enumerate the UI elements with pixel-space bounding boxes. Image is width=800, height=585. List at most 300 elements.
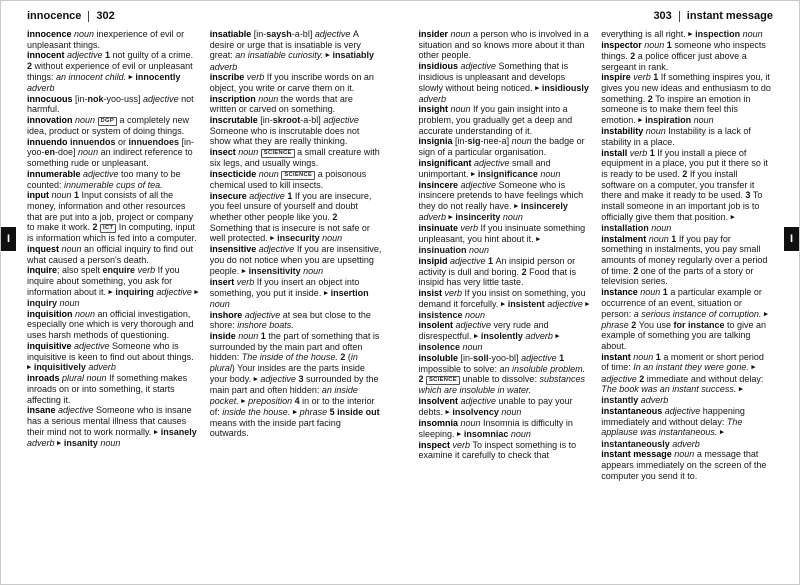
definition-text: not harmful. <box>27 93 194 115</box>
part-of-speech: noun <box>643 126 669 137</box>
entry-install <box>601 148 773 234</box>
headword: instant <box>601 351 631 362</box>
bold-text: insinuation <box>418 245 469 256</box>
part-of-speech: noun <box>72 308 98 319</box>
entry-inside <box>210 331 382 439</box>
headword: innovation <box>27 115 73 126</box>
sense-arrow-icon: ▶ <box>241 397 246 404</box>
headword: inspect <box>418 439 451 450</box>
headword: inspire <box>601 72 631 83</box>
entry-inscrutable <box>210 115 382 147</box>
part-of-speech: noun <box>646 233 672 244</box>
part-of-speech: adjective <box>256 244 297 255</box>
part-of-speech: adjective <box>521 352 560 363</box>
bold-text: 2 <box>521 266 530 277</box>
part-of-speech: noun <box>235 147 261 158</box>
sense-arrow-icon: ▶ <box>514 203 519 210</box>
example-text: In an instant they were gone. <box>633 362 752 373</box>
definition-text: small and unimportant. <box>418 157 551 179</box>
definition-text: If something inspires you, it gives you new ideas and enthusiasm to do something. <box>601 72 771 104</box>
headword: insignificant <box>418 157 472 168</box>
part-of-speech: adjective <box>156 286 195 297</box>
entry-insider <box>419 29 591 61</box>
definition-text: [in- <box>257 115 273 126</box>
entry-inspect-continued <box>601 29 773 40</box>
part-of-speech: verb <box>458 223 481 234</box>
part-of-speech: adjective <box>80 168 122 179</box>
entry-insane <box>27 405 199 449</box>
sense-arrow-icon: ▶ <box>27 364 32 371</box>
definition-text: an official investigation, especially one which is very thorough and uses harsh methods of questioning. <box>27 308 194 341</box>
bold-text: 2 <box>92 222 101 233</box>
sense-arrow-icon: ▶ <box>448 214 453 221</box>
headword: insidious <box>418 61 459 72</box>
sense-arrow-icon: ▶ <box>751 364 756 371</box>
sense-arrow-icon: ▶ <box>585 301 590 308</box>
entry-insomnia <box>419 418 591 440</box>
bold-text: saysh <box>266 29 292 39</box>
headword: insomnia <box>418 417 459 428</box>
headword: innumerable <box>27 168 81 179</box>
bold-text: enquire <box>102 265 138 276</box>
entry-inscribe <box>210 72 382 93</box>
bold-text: sig <box>467 136 481 147</box>
part-of-speech: noun <box>511 136 535 147</box>
definition-text: unable to dissolve: <box>459 374 540 385</box>
entry-innumerable <box>27 169 199 190</box>
part-of-speech: adjective <box>662 406 703 417</box>
part-of-speech: noun <box>462 342 483 353</box>
definition-text: or <box>118 136 129 147</box>
definition-text: -yoo-uss] <box>103 93 144 104</box>
definition-text: ) Your insides are the parts inside your body. <box>209 363 365 384</box>
sense-arrow-icon: ▶ <box>555 333 560 340</box>
part-of-speech: adjective <box>458 61 499 72</box>
entry-instalment <box>601 234 773 288</box>
part-of-speech: noun <box>501 406 522 417</box>
entry-instant <box>601 352 773 406</box>
headword: insist <box>418 287 443 298</box>
entry-inspect <box>419 440 591 461</box>
sense-arrow-icon: ▶ <box>763 310 769 317</box>
entry-insatiable <box>210 29 382 72</box>
definition-text: in or to the interior of: <box>209 395 375 417</box>
headword: insincere <box>418 179 459 190</box>
headword: insensitive <box>209 244 257 255</box>
headword: insert <box>209 276 235 287</box>
bold-text: 1 <box>671 233 679 244</box>
bold-text: 1 <box>649 147 658 158</box>
part-of-speech: noun <box>510 428 531 439</box>
definition-text: very rude and disrespectful. <box>418 320 549 342</box>
headword: inroads <box>27 373 60 384</box>
definition-text: [in- <box>251 29 267 39</box>
definition-text: If you gain insight into a problem, you gradually get a deep and accurate understanding of it. <box>418 104 573 136</box>
bold-text: innuendoes <box>128 136 180 147</box>
definition-text: To inspire an emotion in someone is to make them feel this emotion. <box>601 93 751 126</box>
headword: innocence <box>27 29 72 39</box>
sense-arrow-icon: ▶ <box>57 440 62 447</box>
bold-text: insincerely <box>518 201 568 212</box>
guideword-right: instant message <box>686 10 773 22</box>
headword: insoluble <box>418 352 459 363</box>
sense-arrow-icon: ▶ <box>128 74 133 81</box>
part-of-speech: adjective <box>323 115 359 126</box>
example-text: an innocent child. <box>56 71 129 82</box>
entry-insecure <box>210 191 382 245</box>
definition-text: Someone who is inscrutable does not show what they are really thinking. <box>209 125 360 147</box>
definition-text: If you inquire about something, you ask for information about it. <box>27 265 180 297</box>
bold-text: insidiously <box>539 82 589 93</box>
entry-insignia <box>419 136 591 157</box>
headword: insatiable <box>209 29 252 39</box>
sense-arrow-icon: ▶ <box>445 409 450 416</box>
definition-text: [in- <box>72 93 88 104</box>
entry-inquisitive <box>27 341 199 374</box>
sense-arrow-icon: ▶ <box>325 52 330 59</box>
page-header <box>27 10 773 22</box>
bold-text: 2 <box>27 61 35 72</box>
bold-text: 2 <box>633 265 641 276</box>
bold-text: insistent <box>505 298 548 309</box>
definition-text: a person who is involved in a situation and so knows more about it than other people. <box>418 29 589 61</box>
part-of-speech: noun <box>256 168 282 179</box>
entry-instance <box>601 287 773 352</box>
entry-insolvent <box>419 396 591 418</box>
example-text: The book was an instant success. <box>601 384 739 395</box>
definition-text: Food that is insipid has very little taste. <box>418 266 577 288</box>
definition-text: To install someone in an important job is to officially give them that position. <box>601 190 763 222</box>
definition-text: at sea but close to the shore: <box>209 309 371 331</box>
entry-instability <box>601 126 773 147</box>
headword: insecure <box>209 190 247 201</box>
headword: inshore <box>209 309 243 320</box>
definition-text: to give an example of something you are talking about. <box>601 319 767 352</box>
part-of-speech: adjective <box>458 396 499 407</box>
example-text: The applause was instantaneous. <box>601 416 743 438</box>
headword: insecticide <box>209 168 257 179</box>
definition-text: too many to be counted: <box>27 168 181 190</box>
header-right-guideword <box>653 10 773 22</box>
headword: instantaneous <box>601 406 663 417</box>
example-text: an inside pocket. <box>209 384 358 406</box>
definition-text: [in-yoo- <box>27 136 195 158</box>
definition-text: If you insist on something, you demand it forcefully. <box>418 287 586 309</box>
entry-insolent <box>419 320 591 353</box>
bold-text: insolently <box>478 331 526 342</box>
headword: innocuous <box>27 93 73 104</box>
definition-text: Instability is a lack of stability in a place. <box>601 126 751 147</box>
definition-text: one of the parts of a story or television series. <box>601 265 754 287</box>
bold-text: 1 <box>655 351 664 362</box>
part-of-speech: preposition <box>245 395 295 406</box>
headword: insane <box>27 405 56 416</box>
sense-arrow-icon: ▶ <box>323 290 329 297</box>
sense-arrow-icon: ▶ <box>153 429 159 436</box>
part-of-speech: noun <box>209 298 230 309</box>
headword: inscrutable <box>209 115 258 126</box>
entry-insert <box>210 277 382 310</box>
headword: insipid <box>418 255 448 266</box>
sense-arrow-icon: ▶ <box>194 289 199 296</box>
bold-text: 2 <box>647 93 656 104</box>
bold-text: 1 <box>653 72 661 83</box>
entry-innocuous <box>27 94 199 115</box>
definition-text: If you insert an object into something, you put it inside. <box>209 276 360 298</box>
entry-insensitive <box>210 244 382 277</box>
headword: innocent <box>27 50 65 61</box>
definition-text: If you are insensitive, you do not notice when you are upsetting people. <box>209 244 382 276</box>
bold-text: insistence <box>418 309 466 320</box>
headword: insignia <box>418 136 453 147</box>
part-of-speech: noun <box>651 222 672 233</box>
sense-arrow-icon: ▶ <box>474 333 479 340</box>
bold-text: en <box>44 147 56 158</box>
part-of-speech: noun <box>448 104 474 115</box>
bold-text: innuendos <box>67 136 118 147</box>
entry-inquire <box>27 265 199 308</box>
example-text: a serious instance of corruption. <box>633 308 764 319</box>
entry-inspector <box>601 40 773 72</box>
sense-arrow-icon: ▶ <box>457 430 462 437</box>
definition-text: impossible to solve: <box>418 363 500 374</box>
headword: input <box>27 190 49 201</box>
thumb-tab-letter: I <box>789 233 794 245</box>
definition-text: You use <box>638 319 674 330</box>
example-text: innumerable cups of tea. <box>64 179 163 190</box>
sense-arrow-icon: ▶ <box>719 429 725 436</box>
subject-label: DGP <box>98 117 117 126</box>
sense-arrow-icon: ▶ <box>270 235 275 242</box>
part-of-speech: noun <box>322 233 343 244</box>
example-text: an insoluble problem. <box>499 363 586 374</box>
definition-text: Insomnia is difficulty in sleeping. <box>418 417 573 439</box>
entry-insecticide <box>210 169 382 191</box>
entry-instantaneous <box>601 406 773 449</box>
bold-text: 2 <box>631 319 639 330</box>
bold-text: inquisitively <box>31 362 89 373</box>
part-of-speech: verb <box>442 287 465 298</box>
part-of-speech: adverb <box>418 93 447 104</box>
entry-insinuate <box>419 223 591 256</box>
bold-text: 2 <box>682 168 690 179</box>
part-of-speech: noun <box>255 93 281 104</box>
headword: insect <box>209 147 236 158</box>
example-text: inshore boats. <box>237 320 294 331</box>
sense-arrow-icon: ▶ <box>500 301 506 308</box>
bold-text: inspection <box>692 29 743 39</box>
part-of-speech: adjective <box>242 309 283 320</box>
part-of-speech: adjective <box>458 179 499 190</box>
bold-text: soll <box>473 352 489 363</box>
sense-arrow-icon: ▶ <box>688 31 693 38</box>
sense-arrow-icon: ▶ <box>292 409 298 416</box>
definition-text: a police officer just above a sergeant in rank. <box>601 50 747 72</box>
bold-text: 3 <box>745 190 753 201</box>
bold-text: 2 <box>418 374 427 385</box>
bold-text: insatiably <box>329 50 374 61</box>
part-of-speech: verb <box>234 276 257 287</box>
definition-text: -doe] <box>55 147 79 158</box>
definition-text: Something that is insidious is unpleasant and develops slowly without being noticed. <box>418 61 569 93</box>
entry-columns <box>27 29 773 570</box>
bold-text: innocently <box>132 71 181 82</box>
bold-text: insertion <box>328 287 369 298</box>
bold-text: 1 <box>488 255 496 266</box>
part-of-speech: verb <box>630 72 654 83</box>
bold-text: insanely <box>158 426 197 437</box>
bold-text: instantly <box>601 395 641 406</box>
part-of-speech: adjective <box>143 93 182 104</box>
definition-text: happening immediately and without delay: <box>601 406 745 427</box>
headword: inquisitive <box>27 340 72 351</box>
headword: insolvent <box>418 396 459 407</box>
definition-text: [in- <box>458 352 474 363</box>
part-of-speech: adverb <box>27 82 55 93</box>
bold-text: instantaneously <box>601 438 673 449</box>
definition-text: If you install a piece of equipment in a place, you put it there so it is ready to be used. <box>601 147 768 179</box>
part-of-speech: adjective <box>64 50 106 61</box>
subject-label: SCIENCE <box>426 376 460 385</box>
entry-insect <box>210 147 382 169</box>
bold-text: inquiring <box>112 286 157 297</box>
dictionary-column-3 <box>419 29 591 570</box>
entry-insight <box>419 104 591 136</box>
headword: insider <box>418 29 449 39</box>
part-of-speech: adverb <box>640 395 669 406</box>
sense-arrow-icon: ▶ <box>108 289 113 296</box>
bold-text: 1 <box>662 287 671 298</box>
part-of-speech: noun <box>502 212 523 223</box>
example-text: inside the house. <box>222 406 293 417</box>
header-separator <box>679 11 680 22</box>
headword: inquire <box>27 265 58 276</box>
part-of-speech: adverb <box>27 437 58 448</box>
bold-text: insensitivity <box>246 265 304 276</box>
part-of-speech: noun <box>693 115 714 126</box>
headword: inside <box>209 330 236 341</box>
part-of-speech: adjective <box>314 29 353 39</box>
header-separator <box>88 11 89 22</box>
example-text: The inside of the house. <box>241 352 341 363</box>
part-of-speech: phrase <box>601 319 632 330</box>
definition-text: the part of something that is surrounded by the main part and often hidden: <box>209 330 380 363</box>
dictionary-column-1 <box>27 29 199 570</box>
dictionary-column-4 <box>601 29 773 570</box>
headword: insinuate <box>418 223 459 234</box>
definition-text: -a-bl] <box>291 29 315 39</box>
definition-text: surrounded by the main part and often hidden: <box>209 373 379 395</box>
part-of-speech: adjective <box>55 405 97 416</box>
definition-text: A desire or urge that is insatiable is very great: <box>209 29 361 61</box>
headword: insolent <box>418 320 454 331</box>
definition-text: the words that are written or carved on something. <box>209 93 353 115</box>
definition-text: means with the inside part facing outwards. <box>209 417 341 439</box>
definition-text: everything is all right. <box>601 29 689 39</box>
bold-text: insecurity <box>274 233 323 244</box>
definition-text: Someone who is inquisitive is keen to find out about things. <box>27 340 194 362</box>
part-of-speech: noun <box>49 190 75 201</box>
part-of-speech: adjective <box>547 298 586 309</box>
definition-text: the badge or sign of a particular organisation. <box>418 136 585 158</box>
headword: inquisition <box>27 308 73 319</box>
bold-text: 1 <box>666 40 675 51</box>
bold-text: 2 <box>630 50 638 61</box>
part-of-speech: noun <box>59 244 85 255</box>
bold-text: 1 <box>559 352 565 363</box>
thumb-tab-right <box>784 227 799 251</box>
definition-text: an official inquiry to find out what caused a person's death. <box>27 244 193 265</box>
headword: instability <box>601 126 644 137</box>
part-of-speech: adjective <box>601 373 640 384</box>
part-of-speech: noun <box>671 449 697 460</box>
entry-inroads <box>27 373 199 405</box>
example-text: an insatiable curiosity. <box>235 50 326 61</box>
definition-text: Input consists of all the money, information and other resources that are put into a job, project or company to make it work. <box>27 190 194 233</box>
definition-text: a moment or short period of time: <box>601 351 764 373</box>
definition-text: not guilty of a crime. <box>112 50 194 61</box>
part-of-speech: adjective <box>471 157 513 168</box>
part-of-speech: adverb <box>672 438 700 449</box>
thumb-tab-left <box>1 227 16 251</box>
sense-arrow-icon: ▶ <box>638 117 643 124</box>
headword: inscription <box>209 93 256 104</box>
definition-text: If something makes inroads on or into something, it starts affecting it. <box>27 373 188 405</box>
entry-innuendo <box>27 137 199 169</box>
definition-text: a completely new idea, product or system of doing things. <box>27 115 190 137</box>
entry-insidious <box>419 61 591 104</box>
part-of-speech: noun <box>100 437 121 448</box>
definition-text: an indirect reference to something rude or unpleasant. <box>27 147 193 169</box>
part-of-speech: noun <box>630 351 656 362</box>
part-of-speech: noun <box>71 29 97 39</box>
part-of-speech: adjective <box>257 373 299 384</box>
bold-text: insolvency <box>449 406 502 417</box>
bold-text: inquiry <box>27 297 60 308</box>
entry-insist <box>419 288 591 321</box>
definition-text: -nee-a] <box>480 136 512 147</box>
bold-text: 5 inside out <box>329 406 380 417</box>
subject-label: ICT <box>100 224 116 233</box>
bold-text: 2 <box>332 211 338 222</box>
header-left-guideword <box>27 10 115 22</box>
entry-insipid <box>419 256 591 288</box>
thumb-tab-letter: I <box>6 233 11 245</box>
bold-text: nok <box>87 93 104 104</box>
part-of-speech: noun <box>72 115 98 126</box>
definition-text: unable to pay your debts. <box>418 396 573 417</box>
part-of-speech: noun <box>637 287 663 298</box>
bold-text: inspiration <box>642 115 694 126</box>
headword: instalment <box>601 233 647 244</box>
part-of-speech: noun <box>235 330 261 341</box>
bold-text: skroot <box>272 115 301 126</box>
part-of-speech: adjective <box>246 190 288 201</box>
dictionary-column-2 <box>210 29 382 570</box>
part-of-speech: noun <box>465 309 486 320</box>
headword: inspector <box>601 40 642 51</box>
bold-text: for instance <box>673 319 728 330</box>
sense-arrow-icon: ▶ <box>535 84 540 91</box>
entry-innocent <box>27 50 199 93</box>
definition-text: Someone who is insane has a serious mental illness that causes their mind not to work normally. <box>27 405 192 437</box>
definition-text: [in- <box>452 136 468 147</box>
bold-text: insomniac <box>461 428 511 439</box>
part-of-speech: plural noun <box>59 373 110 384</box>
bold-text: 1 <box>74 190 82 201</box>
entry-inquisition <box>27 309 199 341</box>
definition-text: Something that is insecure is not safe or well protected. <box>209 222 370 244</box>
